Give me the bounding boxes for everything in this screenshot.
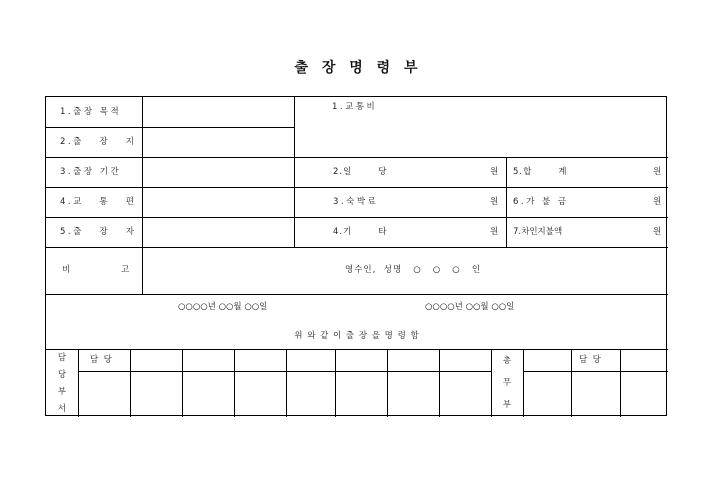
- unit-won: 원: [653, 227, 662, 237]
- label-destination: 2.출 장 지: [60, 137, 137, 147]
- grid-line: [506, 157, 507, 247]
- label-daily-allowance: 2.일 당: [333, 167, 388, 177]
- grid-line: [46, 294, 668, 295]
- dept-char: 서: [57, 404, 67, 414]
- transport-field[interactable]: [143, 188, 293, 216]
- general-affairs-label: [500, 350, 514, 416]
- signature-box[interactable]: [79, 372, 130, 416]
- page-title: 출 장 명 령 부: [294, 60, 419, 76]
- signature-box[interactable]: [524, 372, 571, 416]
- grid-line: [286, 349, 287, 417]
- order-statement: 위 와 같 이 출 장 을 명 령 함: [294, 331, 420, 341]
- grid-line: [182, 349, 183, 417]
- grid-line: [571, 349, 572, 417]
- grid-line: [46, 187, 668, 188]
- staff-label-2: 담 당: [579, 355, 601, 365]
- label-advance: 6.가 불 금: [513, 197, 569, 207]
- unit-won: 원: [490, 227, 499, 237]
- dept-label: [55, 350, 69, 418]
- grid-line: [294, 97, 295, 247]
- label-balance: 7.차인지불액: [513, 227, 563, 237]
- dept-char: 당: [57, 370, 67, 380]
- dept-char: 부: [57, 387, 67, 397]
- label-lodging: 3.숙박료: [333, 197, 379, 207]
- receipt-signature-line: 영수인, 성명 ○ ○ ○ 인: [345, 265, 482, 275]
- grid-line: [46, 217, 668, 218]
- purpose-field[interactable]: [143, 98, 293, 126]
- traveler-field[interactable]: [143, 218, 293, 246]
- staff-label: 담 당: [90, 355, 112, 365]
- date-right: ○○○○년 ○○월 ○○일: [425, 302, 515, 312]
- label-transport-fee: 1.교통비: [332, 102, 378, 112]
- grid-line: [387, 349, 388, 417]
- label-other: 4.기 타: [333, 227, 388, 237]
- general-char: 총: [502, 356, 512, 366]
- label-traveler: 5.출 장 자: [60, 227, 137, 237]
- signature-box[interactable]: [131, 350, 182, 416]
- label-remarks-2: 고: [121, 265, 130, 275]
- general-char: 무: [502, 378, 512, 388]
- grid-line: [46, 247, 668, 248]
- date-left: ○○○○년 ○○월 ○○일: [178, 302, 268, 312]
- grid-line: [46, 157, 668, 158]
- label-purpose: 1.출장 목적: [60, 107, 122, 117]
- destination-field[interactable]: [143, 128, 293, 156]
- period-field[interactable]: [143, 158, 293, 186]
- remarks-field[interactable]: [143, 248, 293, 293]
- label-period: 3.출장 기간: [60, 167, 122, 177]
- unit-won: 원: [653, 197, 662, 207]
- grid-line: [335, 349, 336, 417]
- unit-won: 원: [490, 167, 499, 177]
- general-char: 부: [502, 400, 512, 410]
- label-transport: 4.교 통 편: [60, 197, 137, 207]
- grid-line: [620, 349, 621, 417]
- grid-line: [439, 349, 440, 417]
- dept-char: 담: [57, 353, 67, 363]
- grid-line: [234, 349, 235, 417]
- unit-won: 원: [653, 167, 662, 177]
- unit-won: 원: [490, 197, 499, 207]
- grid-line: [491, 349, 492, 417]
- business-trip-order-form: [45, 96, 667, 416]
- label-total: 5.합 계: [513, 167, 568, 177]
- label-remarks-1: 비: [62, 265, 71, 275]
